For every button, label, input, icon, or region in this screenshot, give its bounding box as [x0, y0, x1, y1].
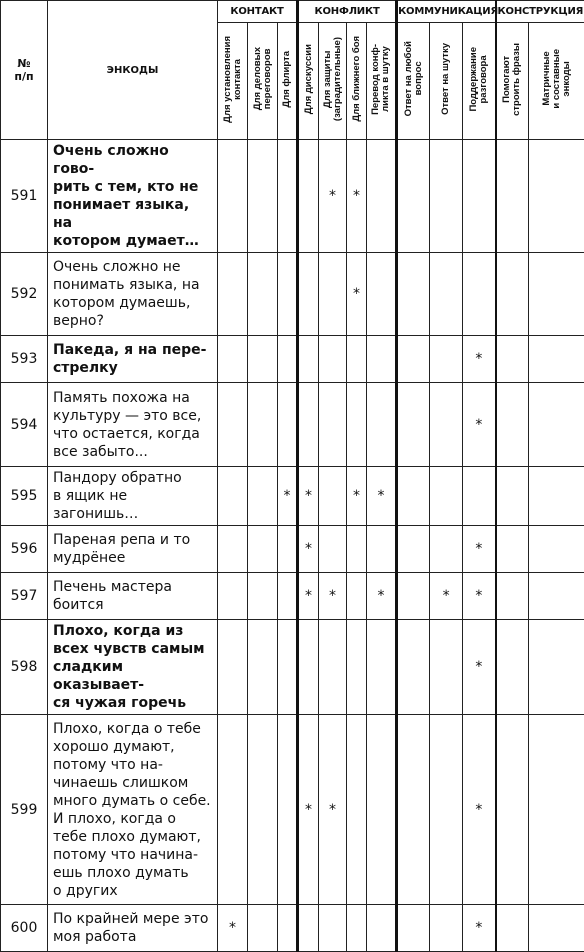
mark-cell: [218, 467, 248, 526]
mark-cell: [218, 140, 248, 253]
mark-cell: [496, 905, 529, 952]
mark-cell: [529, 573, 584, 620]
mark-cell: [496, 140, 529, 253]
mark-cell: [430, 715, 463, 905]
mark-cell: *: [430, 573, 463, 620]
group-header-communication: КОММУНИКАЦИЯ: [397, 1, 496, 23]
mark-cell: [218, 253, 248, 336]
mark-cell: [248, 336, 278, 383]
table-row: [1, 526, 584, 573]
mark-cell: *: [463, 336, 496, 383]
mark-cell: [319, 620, 347, 715]
mark-cell: *: [347, 253, 367, 336]
encode-phrase: Память похожа на культуру — это все, что остается, когда все забыто...: [48, 383, 218, 467]
mark-cell: [278, 383, 298, 467]
table-row: [1, 383, 584, 467]
mark-cell: *: [278, 467, 298, 526]
row-number: 593: [1, 336, 48, 383]
mark-cell: [496, 253, 529, 336]
mark-cell: [430, 526, 463, 573]
mark-cell: [397, 253, 430, 336]
mark-cell: [463, 140, 496, 253]
row-number: 596: [1, 526, 48, 573]
mark-cell: [319, 383, 347, 467]
table-body: [1, 140, 584, 952]
mark-cell: [529, 467, 584, 526]
mark-cell: *: [298, 573, 319, 620]
mark-cell: *: [347, 467, 367, 526]
mark-cell: [218, 620, 248, 715]
encode-phrase: Плохо, когда из всех чувств самым сладким оказывает- ся чужая горечь: [48, 620, 218, 715]
mark-cell: *: [463, 905, 496, 952]
enkody-header: ЭНКОДЫ: [48, 1, 218, 140]
col-header-conflict-to-joke: Перевод конф- ликта в шутку: [367, 23, 397, 140]
mark-cell: [496, 573, 529, 620]
mark-cell: [367, 336, 397, 383]
mark-cell: [298, 253, 319, 336]
mark-cell: *: [367, 467, 397, 526]
mark-cell: [367, 253, 397, 336]
table-row: [1, 905, 584, 952]
mark-cell: [319, 467, 347, 526]
col-header-any-question: Ответ на любой вопрос: [397, 23, 430, 140]
mark-cell: [463, 253, 496, 336]
mark-cell: [496, 526, 529, 573]
mark-cell: [430, 620, 463, 715]
table-row: [1, 620, 584, 715]
mark-cell: [298, 140, 319, 253]
mark-cell: [496, 383, 529, 467]
col-header-flirt: Для флирта: [278, 23, 298, 140]
mark-cell: [298, 905, 319, 952]
mark-cell: *: [218, 905, 248, 952]
mark-cell: [248, 253, 278, 336]
mark-cell: [529, 336, 584, 383]
mark-cell: [248, 715, 278, 905]
mark-cell: *: [463, 383, 496, 467]
col-header-discussion: Для дискуссии: [298, 23, 319, 140]
mark-cell: [529, 383, 584, 467]
encode-phrase: Очень сложно гово- рить с тем, кто не понимает языка, на котором думает…: [48, 140, 218, 253]
encode-phrase: Пакеда, я на пере- стрелку: [48, 336, 218, 383]
mark-cell: [248, 467, 278, 526]
mark-cell: *: [463, 620, 496, 715]
mark-cell: *: [463, 573, 496, 620]
mark-cell: [496, 467, 529, 526]
mark-cell: [347, 336, 367, 383]
row-number: 600: [1, 905, 48, 952]
mark-cell: *: [347, 140, 367, 253]
mark-cell: [496, 336, 529, 383]
row-number: 592: [1, 253, 48, 336]
col-header-business: Для деловых переговоров: [248, 23, 278, 140]
mark-cell: [298, 383, 319, 467]
mark-cell: [248, 140, 278, 253]
mark-cell: [430, 467, 463, 526]
col-header-defense: Для защиты (заградительные): [319, 23, 347, 140]
mark-cell: [248, 573, 278, 620]
encode-phrase: Печень мастера боится: [48, 573, 218, 620]
mark-cell: [248, 526, 278, 573]
mark-cell: [218, 573, 248, 620]
table-row: [1, 336, 584, 383]
mark-cell: *: [367, 573, 397, 620]
mark-cell: *: [463, 715, 496, 905]
table-row: [1, 715, 584, 905]
mark-cell: [319, 336, 347, 383]
table-row: [1, 140, 584, 253]
row-number: 595: [1, 467, 48, 526]
encode-phrase: По крайней мере это моя работа: [48, 905, 218, 952]
mark-cell: [218, 715, 248, 905]
mark-cell: [496, 715, 529, 905]
mark-cell: [347, 905, 367, 952]
mark-cell: [430, 253, 463, 336]
mark-cell: [298, 620, 319, 715]
group-header-construction: КОНСТРУКЦИЯ: [496, 1, 584, 23]
col-header-contact-establish: Для установления контакта: [218, 23, 248, 140]
col-header-joke-answer: Ответ на шутку: [430, 23, 463, 140]
number-header: № п/п: [1, 1, 48, 140]
mark-cell: [397, 140, 430, 253]
mark-cell: [367, 715, 397, 905]
mark-cell: [298, 336, 319, 383]
table-row: [1, 467, 584, 526]
mark-cell: [367, 620, 397, 715]
mark-cell: [319, 905, 347, 952]
mark-cell: [319, 526, 347, 573]
mark-cell: [278, 620, 298, 715]
mark-cell: [397, 467, 430, 526]
mark-cell: [397, 620, 430, 715]
mark-cell: [529, 620, 584, 715]
mark-cell: [347, 715, 367, 905]
mark-cell: [463, 467, 496, 526]
mark-cell: [278, 336, 298, 383]
mark-cell: [397, 573, 430, 620]
mark-cell: *: [319, 715, 347, 905]
mark-cell: [278, 140, 298, 253]
mark-cell: [248, 383, 278, 467]
mark-cell: [529, 715, 584, 905]
mark-cell: [347, 383, 367, 467]
mark-cell: [218, 336, 248, 383]
encode-phrase: Пареная репа и то мудрёнее: [48, 526, 218, 573]
mark-cell: [397, 336, 430, 383]
row-number: 597: [1, 573, 48, 620]
mark-cell: [529, 140, 584, 253]
mark-cell: [367, 140, 397, 253]
col-header-close-combat: Для ближнего боя: [347, 23, 367, 140]
encode-phrase: Очень сложно не понимать языка, на котором думаешь, верно?: [48, 253, 218, 336]
table-row: [1, 253, 584, 336]
mark-cell: [347, 620, 367, 715]
mark-cell: [347, 526, 367, 573]
col-header-matrix: Матричные и составные энкоды: [529, 23, 584, 140]
mark-cell: [430, 905, 463, 952]
col-header-keep-talk: Поддержание разговора: [463, 23, 496, 140]
mark-cell: [347, 573, 367, 620]
mark-cell: [278, 253, 298, 336]
mark-cell: [397, 526, 430, 573]
mark-cell: [278, 526, 298, 573]
mark-cell: [430, 140, 463, 253]
encode-phrase: Плохо, когда о тебе хорошо думают, потому что на- чинаешь слишком много думать о себе. И плохо, когда о тебе плохо думают, потому что начина- ешь плохо думать о других: [48, 715, 218, 905]
mark-cell: [529, 253, 584, 336]
mark-cell: [278, 905, 298, 952]
mark-cell: [496, 620, 529, 715]
mark-cell: *: [298, 467, 319, 526]
mark-cell: *: [298, 715, 319, 905]
col-header-phrase-build: Помогают строить фразы: [496, 23, 529, 140]
row-number: 599: [1, 715, 48, 905]
mark-cell: [248, 905, 278, 952]
mark-cell: [278, 573, 298, 620]
mark-cell: *: [298, 526, 319, 573]
mark-cell: [367, 383, 397, 467]
table-row: [1, 573, 584, 620]
mark-cell: [430, 383, 463, 467]
mark-cell: [397, 905, 430, 952]
mark-cell: [319, 253, 347, 336]
row-number: 598: [1, 620, 48, 715]
mark-cell: [430, 336, 463, 383]
mark-cell: [218, 526, 248, 573]
mark-cell: [278, 715, 298, 905]
mark-cell: [367, 905, 397, 952]
row-number: 594: [1, 383, 48, 467]
encode-phrase: Пандору обратно в ящик не загонишь…: [48, 467, 218, 526]
mark-cell: *: [319, 573, 347, 620]
mark-cell: [367, 526, 397, 573]
mark-cell: [529, 905, 584, 952]
group-header-contact: КОНТАКТ: [218, 1, 298, 23]
mark-cell: [248, 620, 278, 715]
mark-cell: [397, 715, 430, 905]
group-header-conflict: КОНФЛИКТ: [298, 1, 397, 23]
row-number: 591: [1, 140, 48, 253]
mark-cell: *: [319, 140, 347, 253]
mark-cell: [529, 526, 584, 573]
mark-cell: *: [463, 526, 496, 573]
mark-cell: [397, 383, 430, 467]
mark-cell: [218, 383, 248, 467]
